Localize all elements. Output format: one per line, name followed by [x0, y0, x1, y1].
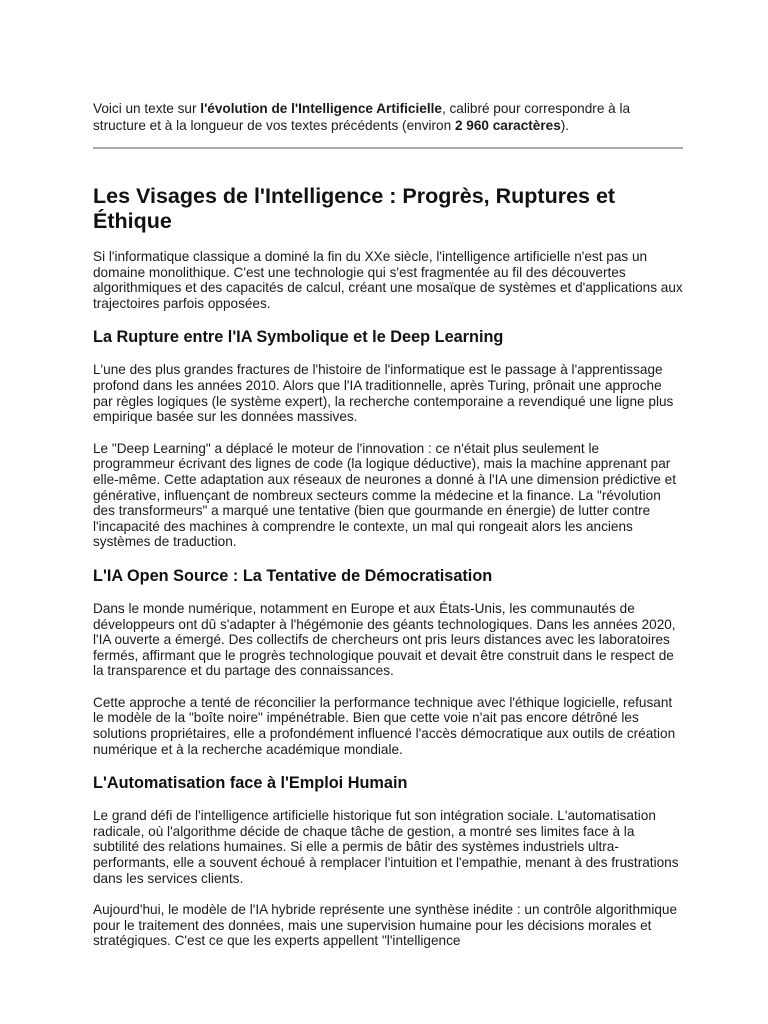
- intro-length: 2 960 caractères: [454, 118, 561, 133]
- section-paragraph: Le grand défi de l'intelligence artificielle historique fut son intégration sociale. L'automatisation radicale, où l'algorithme décide de chaque tâche de gestion, a montré ses limites face à la subtilité des relations humaines. Si elle a permis de bâtir des systèmes industriels ultra-performants, elle a souvent échoué à remplacer l'intuition et l'empathie, menant à des frustrations dans les services clients.: [93, 808, 679, 886]
- article-title: Les Visages de l'Intelligence : Progrès, Ruptures et Éthique: [93, 184, 616, 233]
- intro-prefix: Voici un texte sur: [93, 101, 201, 116]
- section-paragraph: Cette approche a tenté de réconcilier la performance technique avec l'éthique logicielle, refusant le modèle de la "boîte noire" impénétrable. Bien que cette voie n'ait pas encore détrôné les solutions propriétaires, elle a profondément influencé l'accès démocratique aux outils de création numérique et à la recherche académique mondiale.: [93, 694, 676, 757]
- section-paragraph: Aujourd'hui, le modèle de l'IA hybride représente une synthèse inédite : un contrôle algorithmique pour le traitement des données, mais une supervision humaine pour les décisions morales et stratégiques. C'est ce que les experts appellent "l'intelligence: [93, 902, 678, 949]
- section-heading-open-source: L'IA Open Source : La Tentative de Démocratisation: [93, 566, 493, 585]
- lead-paragraph: Si l'informatique classique a dominé la fin du XXe siècle, l'intelligence artificielle n'est pas un domaine monolithique. C'est une technologie qui s'est fragmentée au fil des découvertes algorithmiques et des capacités de calcul, créant une mosaïque de systèmes et d'applications aux trajectoires parfois opposées.: [93, 249, 683, 311]
- horizontal-divider: [93, 147, 683, 149]
- section-paragraph: Le "Deep Learning" a déplacé le moteur de l'innovation : ce n'était plus seulement le programmeur écrivant des lignes de code (la logique déductive), mais la machine apprenant par elle-même. Cette adaptation aux réseaux de neurones a donné à l'IA une dimension prédictive et générative, influençant de nombreux secteurs comme la médecine et la finance. La "révolution des transformeurs" a marqué une tentative (bien que gourmande en énergie) de lutter contre l'incapacité des machines à comprendre le contexte, un mal qui rongeait alors les anciens systèmes de traduction.: [93, 440, 676, 550]
- document-page: [93, 100, 683, 949]
- intro-topic: l'évolution de l'Intelligence Artificielle: [200, 101, 442, 116]
- intro-paragraph: [93, 100, 683, 134]
- section-heading-symbolic-vs-deep-learning: La Rupture entre l'IA Symbolique et le Deep Learning: [93, 328, 504, 347]
- section-paragraph: L'une des plus grandes fractures de l'histoire de l'informatique est le passage à l'apprentissage profond dans les années 2010. Alors que l'IA traditionnelle, après Turing, prônait une approche par règles logiques (le système expert), la recherche contemporaine a revendiqué une ligne plus empirique basée sur les données massives.: [93, 362, 674, 425]
- intro-middle: , calibré pour correspondre à la structure et à la longueur de vos textes précédents (environ: [93, 101, 631, 133]
- section-paragraph: Dans le monde numérique, notamment en Europe et aux États-Unis, les communautés de développeurs ont dû s'adapter à l'hégémonie des géants technologiques. Dans les années 2020, l'IA ouverte a émergé. Des collectifs de chercheurs ont pris leurs distances avec les laboratoires fermés, affirmant que le progrès technologique pouvait et devait être construit dans le respect de la transparence et du partage des connaissances.: [93, 600, 676, 679]
- intro-suffix: ).: [560, 118, 570, 133]
- section-heading-automation: L'Automatisation face à l'Emploi Humain: [93, 774, 408, 793]
